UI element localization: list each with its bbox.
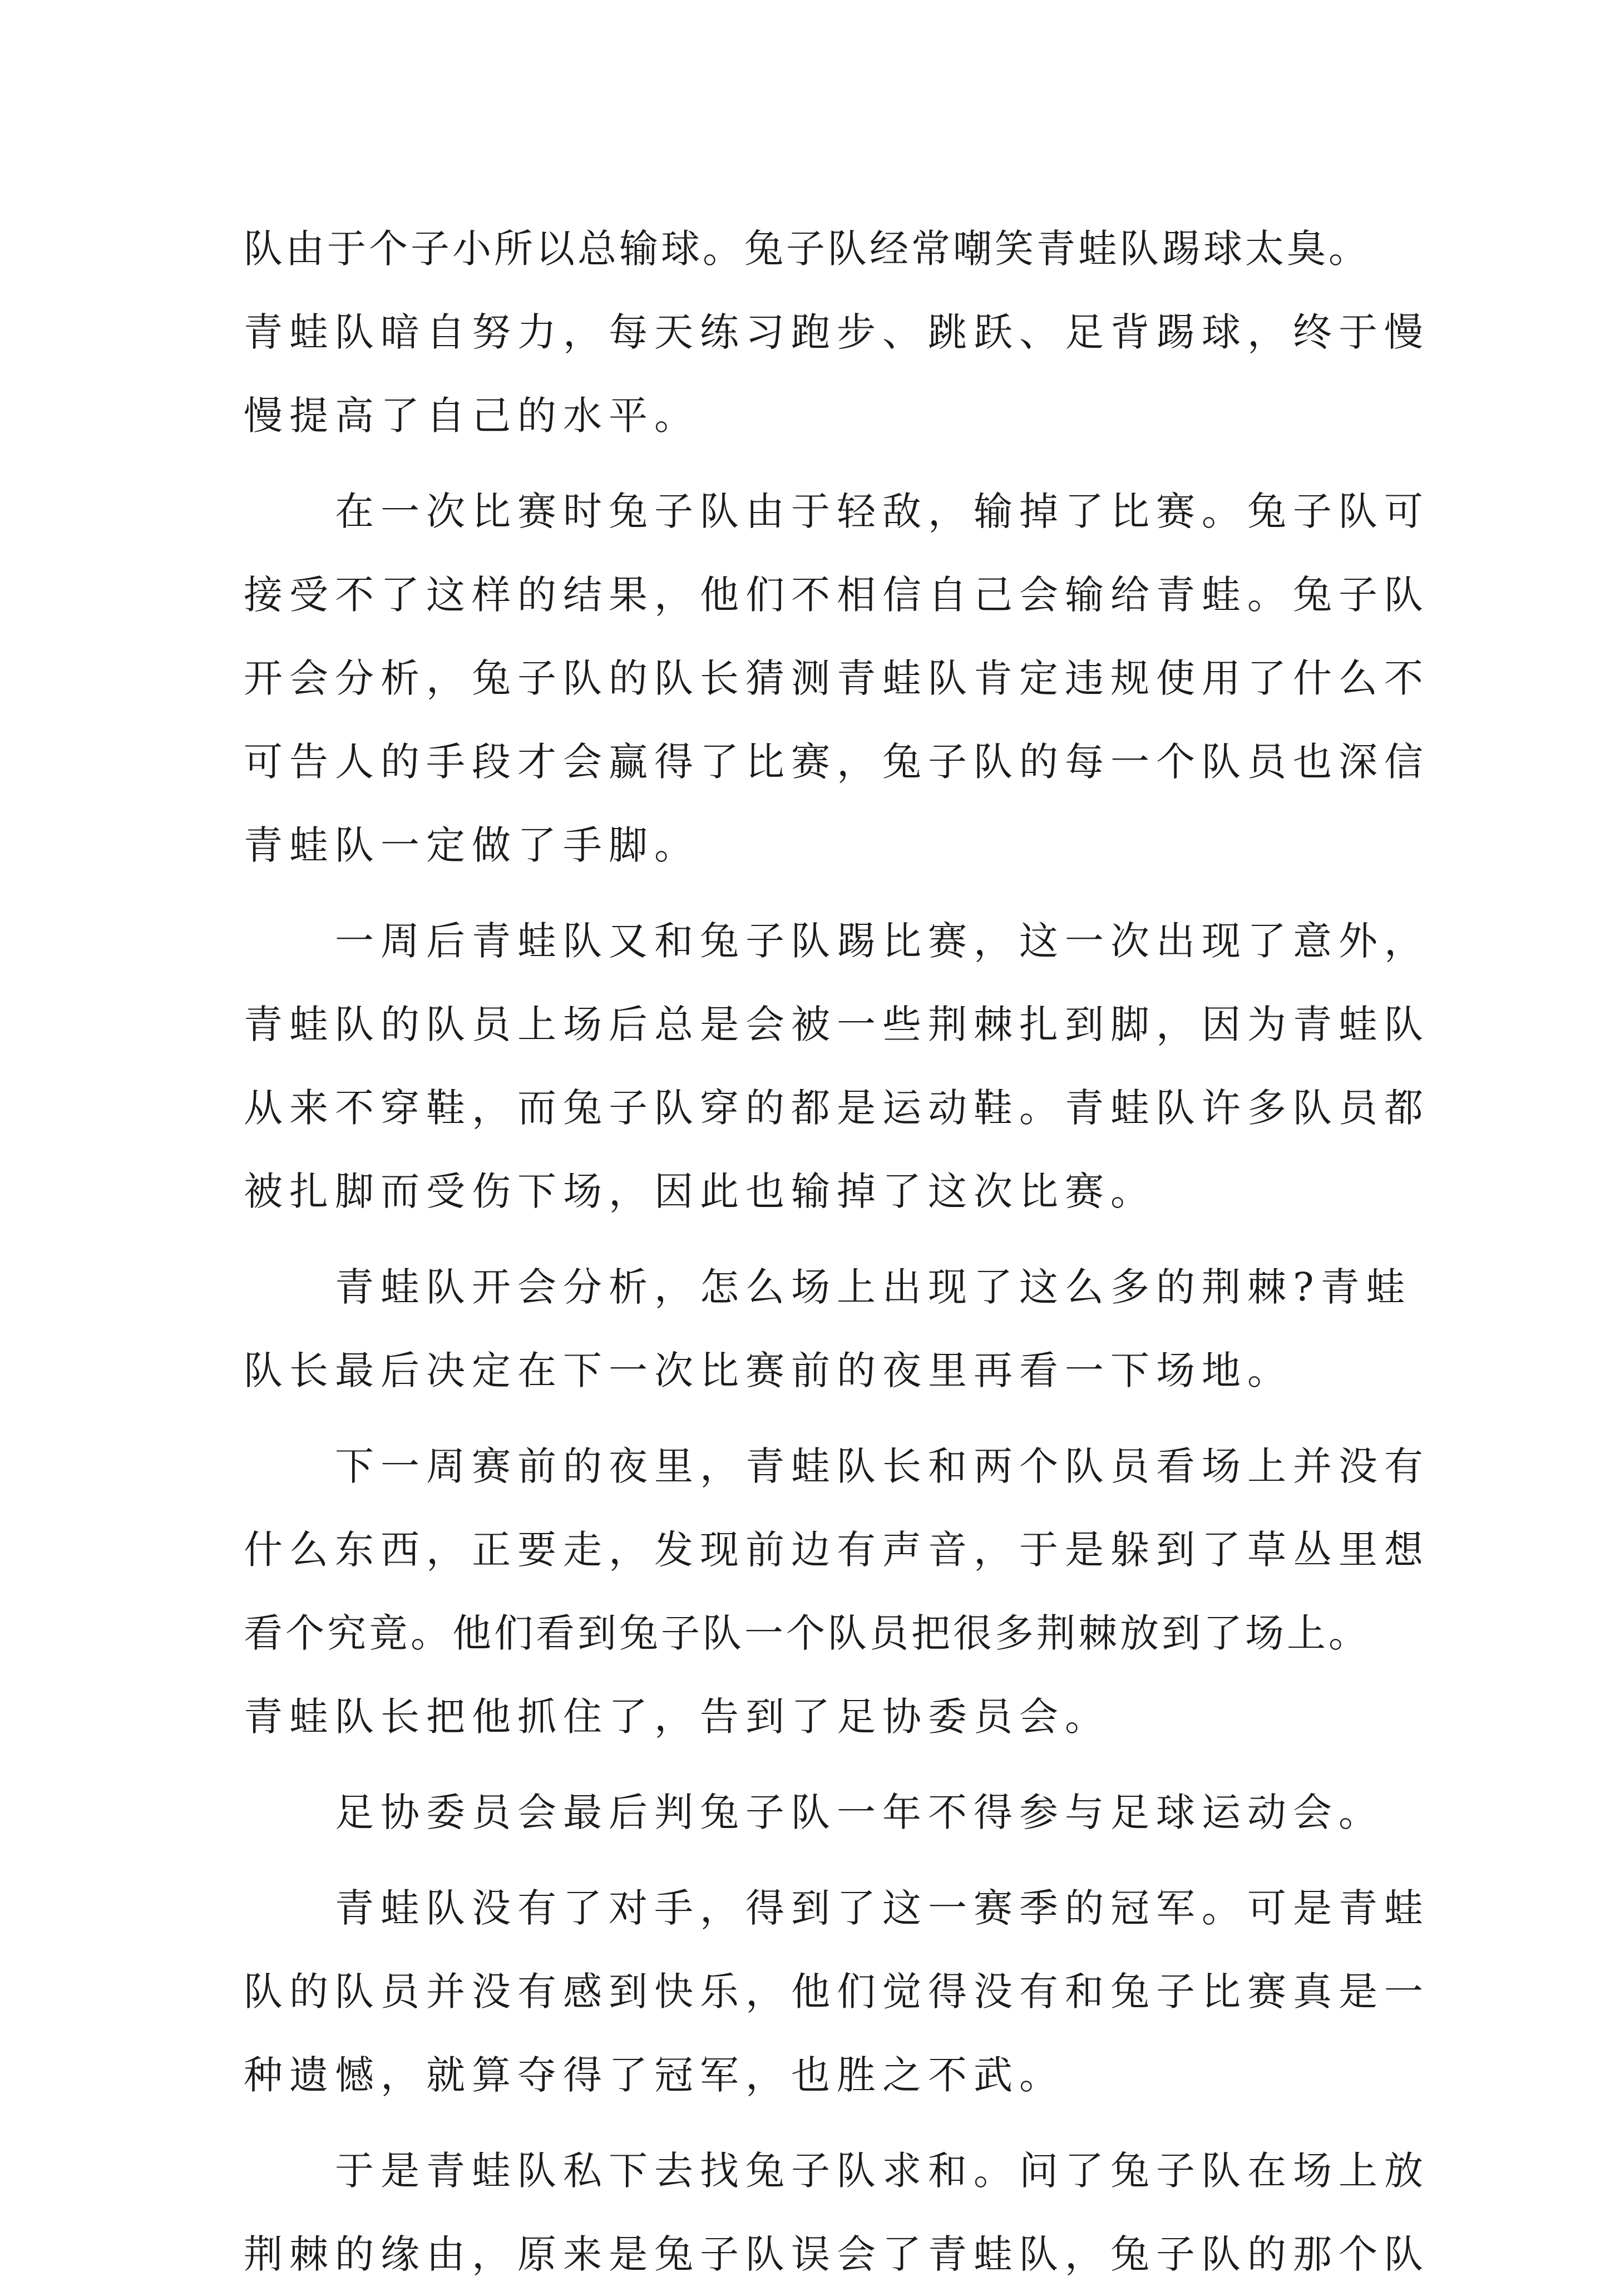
paragraph-start-line: 足协委员会最后判兔子队一年不得参与足球运动会。 [335, 1790, 1384, 1835]
text-line: 青蛙队一定做了手脚。 [244, 822, 700, 868]
text-line: 什么东西，正要走，发现前边有声音，于是躲到了草丛里想 [244, 1527, 1430, 1573]
text-line: 队由于个子小所以总输球。兔子队经常嘲笑青蛙队踢球太臭。 [244, 226, 1370, 272]
text-line: 队长最后决定在下一次比赛前的夜里再看一下场地。 [244, 1348, 1293, 1393]
text-line: 开会分析，兔子队的队长猜测青蛙队肯定违规使用了什么不 [244, 656, 1430, 701]
text-line: 接受不了这样的结果，他们不相信自己会输给青蛙。兔子队 [244, 572, 1430, 618]
text-line: 队的队员并没有感到快乐，他们觉得没有和兔子比赛真是一 [244, 1969, 1430, 2014]
text-line: 从来不穿鞋，而兔子队穿的都是运动鞋。青蛙队许多队员都 [244, 1085, 1430, 1131]
text-line: 荆棘的缘由，原来是兔子队误会了青蛙队，兔子队的那个队 [244, 2231, 1430, 2277]
paragraph-start-line: 在一次比赛时兔子队由于轻敌，输掉了比赛。兔子队可 [335, 489, 1430, 534]
text-line: 青蛙队的队员上场后总是会被一些荆棘扎到脚，因为青蛙队 [244, 1002, 1430, 1047]
text-line: 被扎脚而受伤下场，因此也输掉了这次比赛。 [244, 1169, 1156, 1214]
paragraph-start-line: 青蛙队没有了对手，得到了这一赛季的冠军。可是青蛙 [335, 1885, 1430, 1931]
text-line: 可告人的手段才会赢得了比赛，兔子队的每一个队员也深信 [244, 739, 1430, 785]
paragraph-start-line: 下一周赛前的夜里，青蛙队长和两个队员看场上并没有 [335, 1443, 1430, 1489]
text-line: 青蛙队长把他抓住了，告到了足协委员会。 [244, 1694, 1110, 1740]
text-line: 种遗憾，就算夺得了冠军，也胜之不武。 [244, 2052, 1065, 2098]
paragraph-start-line: 一周后青蛙队又和兔子队踢比赛，这一次出现了意外， [335, 918, 1430, 964]
text-line: 慢提高了自己的水平。 [244, 393, 700, 438]
paragraph-start-line: 青蛙队开会分析，怎么场上出现了这么多的荆棘?青蛙 [335, 1264, 1412, 1310]
story-body [244, 207, 1456, 2296]
text-line: 看个究竟。他们看到兔子队一个队员把很多荆棘放到了场上。 [244, 1610, 1370, 1656]
paragraph-start-line: 于是青蛙队私下去找兔子队求和。问了兔子队在场上放 [335, 2148, 1430, 2194]
text-line: 青蛙队暗自努力，每天练习跑步、跳跃、足背踢球，终于慢 [244, 309, 1430, 355]
